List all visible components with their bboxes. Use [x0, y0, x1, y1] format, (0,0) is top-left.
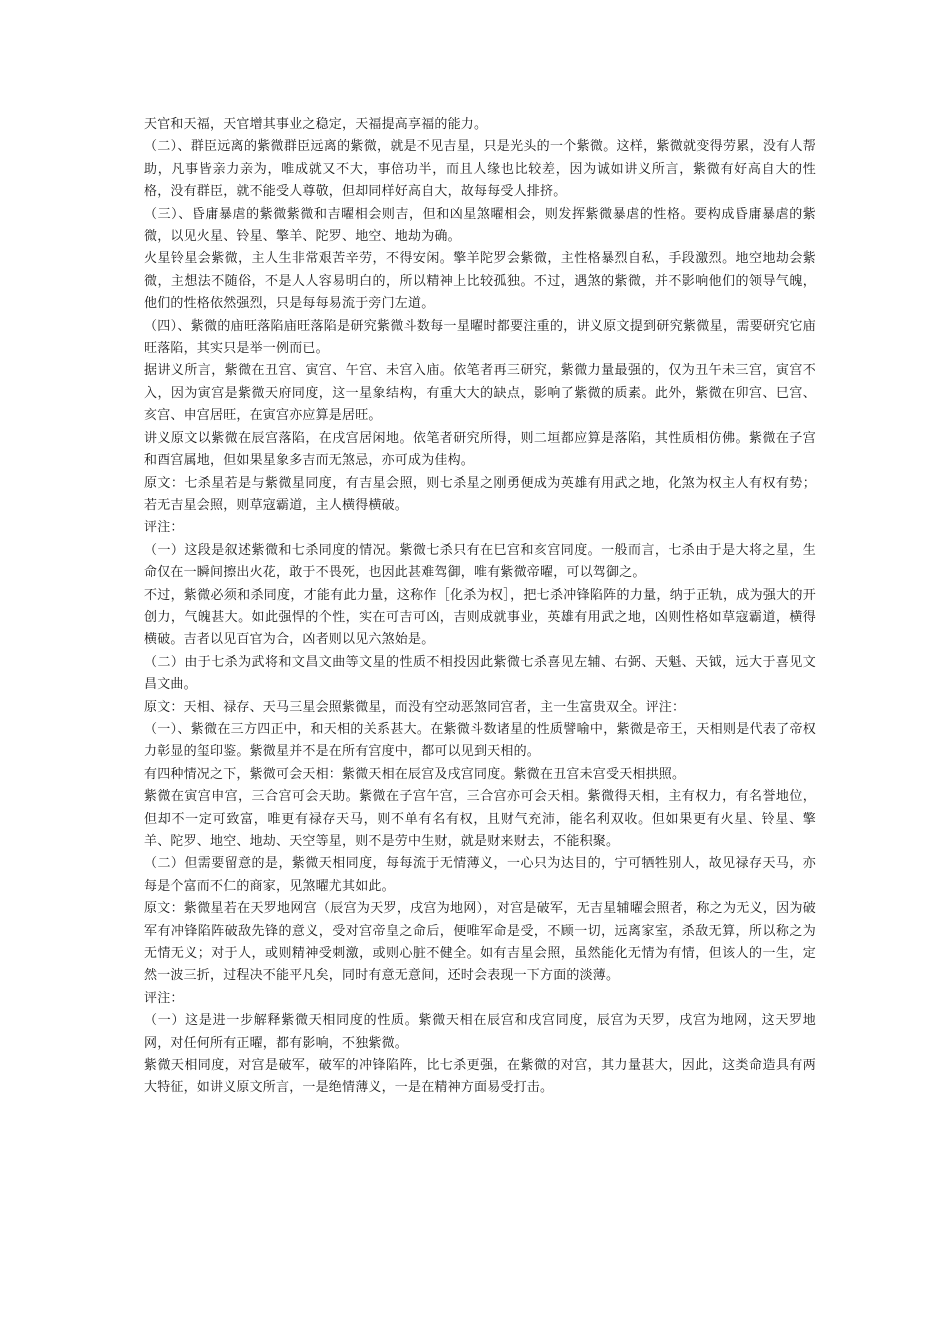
paragraph: （一）这是进一步解释紫微天相同度的性质。紫微天相在辰宫和戌宫同度，辰宫为天罗，戌宫为地网，这天罗地网，对任何所有正曜，都有影响，不独紫微。 — [144, 1013, 816, 1051]
paragraph: 评注： — [144, 520, 184, 536]
paragraph: 原文：紫微星若在天罗地网宫（辰宫为天罗，戌宫为地网），对宫是破军，无吉星辅曜会照者，称之为无义，因为破军有冲锋陷阵破敌先锋的意义，受对宫帝皇之命后，便唯军命是受，不顾一切，远离家室，杀敌无算，所以称之为无情无义；对于人，或则精神受刺激，或则心脏不健全。如有吉星会照，虽然能化无情为有情，但该人的一生，定然一波三折，过程决不能平凡矣，同时有意无意间，还时会表现一下方面的淡薄。 — [144, 901, 816, 984]
paragraph: （四）、紫微的庙旺落陷庙旺落陷是研究紫微斗数每一星曜时都要注重的，讲义原文提到研究紫微星，需要研究它庙旺落陷，其实只是举一例而已。 — [144, 318, 816, 357]
paragraph: 评注： — [144, 990, 184, 1006]
paragraph: 讲义原文以紫微在辰宫落陷，在戌宫居闲地。依笔者研究所得，则二垣都应算是落陷，其性质相仿佛。紫微在子宫和酉宫属地，但如果星象多吉而无煞忌，亦可成为佳构。 — [144, 430, 816, 469]
paragraph: （一）、紫微在三方四正中，和天相的关系甚大。在紫微斗数诸星的性质譬喻中，紫微是帝王，天相则是代表了帝权力彰显的玺印鉴。紫微星并不是在所有宫度中，都可以见到天相的。 — [144, 721, 816, 760]
paragraph: （三）、昏庸暴虐的紫微紫微和吉曜相会则吉，但和凶星煞曜相会，则发挥紫微暴虐的性格。要构成昏庸暴虐的紫微，以见火星、铃星、擎羊、陀罗、地空、地劫为确。 — [144, 206, 816, 245]
paragraph: 天官和天福，天官增其事业之稳定，天福提高享福的能力。 — [144, 117, 488, 132]
document-page — [144, 114, 816, 1100]
paragraph: 紫微在寅宫申宫，三合宫可会天助。紫微在子宫午宫，三合宫亦可会天相。紫微得天相，主有权力，有名誉地位，但却不一定可致富，唯更有禄存天马，则不单有名有权，且财气充沛，能名利双收。但如果更有火星、铃星、擎羊、陀罗、地空、地劫、天空等星，则不是劳中生财，就是财来财去，不能积聚。 — [144, 789, 816, 849]
paragraph: （一）这段是叙述紫微和七杀同度的情况。紫微七杀只有在巳宫和亥宫同度。一般而言，七杀由于是大将之星，生命仅在一瞬间擦出火花，敢于不畏死，也因此甚难驾御，唯有紫微帝曜，可以驾御之。 — [144, 542, 816, 581]
paragraph: 火星铃星会紫微，主人生非常艰苦辛劳，不得安闲。擎羊陀罗会紫微，主性格暴烈自私，手段激烈。地空地劫会紫微，主想法不随俗，不是人人容易明白的，所以精神上比较孤独。不过，遇煞的紫微，并不影响他们的领导气魄，他们的性格依然强烈，只是每每易流于旁门左道。 — [144, 251, 816, 312]
paragraph: 不过，紫微必须和杀同度，才能有此力量，这称作［化杀为权］，把七杀冲锋陷阵的力量，纳于正轨，成为强大的开创力，气魄甚大。如此强悍的个性，实在可吉可凶，吉则成就事业，英雄有用武之地，凶则性格如草寇霸道，横得横破。吉者以见百官为合，凶者则以见六煞始是。 — [144, 587, 816, 648]
paragraph: 据讲义所言，紫微在丑宫、寅宫、午宫、未宫入庙。依笔者再三研究，紫微力量最强的，仅为丑午未三宫，寅宫不入，因为寅宫是紫微天府同度，这一星象结构，有重大大的缺点，影响了紫微的质素。此外，紫微在卯宫、巳宫、亥宫、申宫居旺，在寅宫亦应算是居旺。 — [144, 363, 816, 424]
paragraph: （二）、群臣远离的紫微群臣远离的紫微，就是不见吉星，只是光头的一个紫微。这样，紫微就变得劳累，没有人帮助，凡事皆亲力亲为，唯成就又不大，事倍功半，而且人缘也比较差，因为诚如讲义所言，紫微有好高自大的性格，没有群臣，就不能受人尊敬，但却同样好高自大，故每每受人排挤。 — [144, 139, 816, 200]
paragraph: （二）由于七杀为武将和文昌文曲等文星的性质不相投因此紫微七杀喜见左辅、右弼、天魁、天钺，远大于喜见文昌文曲。 — [144, 654, 816, 693]
paragraph: （二）但需要留意的是，紫微天相同度，每每流于无情薄义，一心只为达目的，宁可牺牲别人，故见禄存天马，亦每是个富而不仁的商家，见煞曜尤其如此。 — [144, 856, 816, 894]
paragraph: 有四种情况之下，紫微可会天相：紫微天相在辰宫及戌宫同度。紫微在丑宫未宫受天相拱照。 — [144, 766, 686, 782]
paragraph: 原文：七杀星若是与紫微星同度，有吉星会照，则七杀星之刚勇便成为英雄有用武之地，化煞为权主人有权有势；若无吉星会照，则草寇霸道，主人横得横破。 — [144, 475, 816, 513]
paragraph: 紫微天相同度，对宫是破军，破军的冲锋陷阵，比七杀更强，在紫微的对宫，其力量甚大，因此，这类命造具有两大特征，如讲义原文所言，一是绝情薄义，一是在精神方面易受打击。 — [144, 1058, 816, 1096]
paragraph: 原文：天相、禄存、天马三星会照紫微星，而没有空动恶煞同宫者，主一生富贵双全。评注： — [144, 699, 686, 715]
